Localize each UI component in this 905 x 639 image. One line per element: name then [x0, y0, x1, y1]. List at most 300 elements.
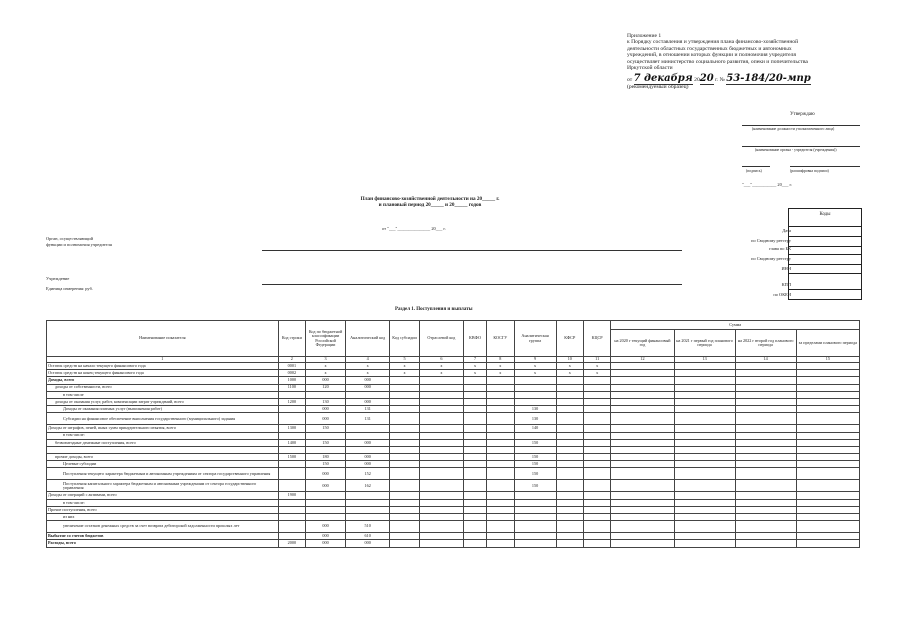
- signature-caption: (подпись): [746, 169, 762, 173]
- row-value-cell: [487, 439, 514, 446]
- row-value-cell: 000: [306, 468, 346, 480]
- row-value-cell: [390, 413, 419, 425]
- row-value-cell: [390, 533, 419, 540]
- row-value-cell: [583, 377, 610, 384]
- row-value-cell: [583, 499, 610, 506]
- row-value-cell: [487, 377, 514, 384]
- organ-fill-line: [262, 250, 682, 251]
- row-sum-cell: [796, 370, 859, 377]
- order-day: 7 декабря: [633, 72, 693, 84]
- row-sum-cell: [735, 492, 796, 499]
- row-value-cell: х: [346, 370, 390, 377]
- row-sum-cell: [611, 499, 674, 506]
- row-value-cell: [346, 514, 390, 521]
- row-sum-cell: [674, 514, 735, 521]
- row-value-cell: х: [419, 363, 463, 370]
- row-sum-cell: [735, 413, 796, 425]
- row-value-cell: 000: [346, 461, 390, 468]
- row-value-cell: [583, 398, 610, 405]
- row-value-cell: [278, 533, 305, 540]
- row-value-cell: [306, 514, 346, 521]
- row-value-cell: [390, 540, 419, 547]
- row-value-cell: [514, 377, 556, 384]
- row-sum-cell: [674, 461, 735, 468]
- row-value-cell: [583, 461, 610, 468]
- row-value-cell: [583, 413, 610, 425]
- header-kosgu: КОСГУ: [487, 321, 514, 357]
- row-value-cell: 2000: [278, 540, 305, 547]
- row-value-cell: [346, 425, 390, 432]
- row-value-cell: [463, 413, 486, 425]
- row-sum-cell: [735, 363, 796, 370]
- table-row: [47, 521, 860, 533]
- code-label: Дата: [782, 228, 791, 233]
- row-sum-cell: [735, 398, 796, 405]
- codes-title: Коды: [819, 212, 831, 217]
- table-row: [47, 454, 860, 461]
- row-value-cell: [487, 391, 514, 398]
- table-row: [47, 413, 860, 425]
- row-value-cell: [556, 406, 583, 413]
- row-value-cell: [278, 446, 305, 453]
- row-value-cell: [556, 480, 583, 492]
- row-sum-cell: [611, 406, 674, 413]
- decoding-line: [790, 166, 860, 167]
- header-kfsr: КФСР: [556, 321, 583, 357]
- column-number: 12: [611, 357, 674, 363]
- row-value-cell: [514, 533, 556, 540]
- row-name-cell: в том числе:: [47, 432, 279, 439]
- row-value-cell: [583, 439, 610, 446]
- row-value-cell: [556, 439, 583, 446]
- row-value-cell: [514, 492, 556, 499]
- table-row: [47, 506, 860, 513]
- row-value-cell: х: [487, 370, 514, 377]
- header-2021: на 2021 г первый год планового периода: [674, 330, 735, 357]
- row-sum-cell: [735, 533, 796, 540]
- row-name-cell: Остаток средств на начало текущего финансового года: [47, 363, 279, 370]
- row-sum-cell: [674, 521, 735, 533]
- row-name-cell: из них: [47, 514, 279, 521]
- row-name-cell: Субсидии на финансовое обеспечение выполнения государственного (муниципального) задания: [47, 413, 279, 425]
- row-value-cell: [583, 384, 610, 391]
- row-value-cell: [556, 461, 583, 468]
- row-value-cell: [278, 461, 305, 468]
- row-sum-cell: [674, 492, 735, 499]
- annex-line: Иркутской области: [627, 65, 673, 72]
- row-sum-cell: [735, 406, 796, 413]
- row-value-cell: [278, 506, 305, 513]
- row-value-cell: [278, 521, 305, 533]
- row-sum-cell: [611, 398, 674, 405]
- row-sum-cell: [674, 370, 735, 377]
- code-label: по ОКЕИ: [773, 292, 791, 297]
- row-value-cell: [419, 406, 463, 413]
- row-value-cell: [463, 425, 486, 432]
- row-value-cell: [390, 521, 419, 533]
- row-value-cell: [306, 432, 346, 439]
- row-value-cell: [390, 480, 419, 492]
- table-row: [47, 370, 860, 377]
- row-value-cell: [390, 454, 419, 461]
- row-value-cell: [556, 384, 583, 391]
- table-row: [47, 377, 860, 384]
- row-value-cell: [463, 492, 486, 499]
- row-value-cell: 000: [346, 454, 390, 461]
- row-sum-cell: [796, 533, 859, 540]
- row-sum-cell: [674, 439, 735, 446]
- row-value-cell: [419, 506, 463, 513]
- row-value-cell: [390, 425, 419, 432]
- plan-title-line2: и плановый период 20_____ и 20_____ годов: [378, 201, 482, 208]
- row-sum-cell: [611, 480, 674, 492]
- row-name-cell: прочие доходы, всего: [47, 454, 279, 461]
- row-value-cell: [514, 540, 556, 547]
- row-sum-cell: [674, 454, 735, 461]
- column-number: 8: [487, 357, 514, 363]
- row-name-cell: Поступления капитального характера бюджетным и автономным учреждениям от сектора государственного управления: [47, 480, 279, 492]
- annex-line: учреждений, в отношении которых функции и полномочия учредителя: [627, 52, 796, 59]
- row-value-cell: [463, 446, 486, 453]
- row-value-cell: х: [556, 363, 583, 370]
- column-number: 15: [796, 357, 859, 363]
- table-row: [47, 439, 860, 446]
- row-value-cell: [487, 446, 514, 453]
- row-value-cell: [514, 506, 556, 513]
- row-value-cell: 1900: [278, 492, 305, 499]
- row-value-cell: х: [463, 370, 486, 377]
- row-name-cell: Поступления текущего характера бюджетным и автономным учреждениям от сектора государственного управления: [47, 468, 279, 480]
- row-sum-cell: [796, 461, 859, 468]
- row-value-cell: [463, 439, 486, 446]
- row-value-cell: [306, 391, 346, 398]
- row-name-cell: [47, 446, 279, 453]
- row-value-cell: [583, 391, 610, 398]
- row-sum-cell: [674, 540, 735, 547]
- row-value-cell: [487, 533, 514, 540]
- row-sum-cell: [796, 492, 859, 499]
- row-value-cell: [487, 425, 514, 432]
- row-sum-cell: [674, 406, 735, 413]
- row-value-cell: 150: [306, 461, 346, 468]
- row-sum-cell: [611, 432, 674, 439]
- row-value-cell: [463, 398, 486, 405]
- column-number: 7: [463, 357, 486, 363]
- row-value-cell: 150: [306, 425, 346, 432]
- row-value-cell: [419, 499, 463, 506]
- order-number: 53-184/20-мпр: [726, 72, 811, 84]
- row-value-cell: 1400: [278, 439, 305, 446]
- row-value-cell: х: [583, 370, 610, 377]
- row-value-cell: [556, 398, 583, 405]
- row-sum-cell: [611, 468, 674, 480]
- row-value-cell: 000: [306, 406, 346, 413]
- row-value-cell: [556, 377, 583, 384]
- row-value-cell: х: [306, 370, 346, 377]
- row-sum-cell: [735, 439, 796, 446]
- row-value-cell: 150: [514, 439, 556, 446]
- table-row: [47, 432, 860, 439]
- row-sum-cell: [674, 468, 735, 480]
- row-name-cell: доходы от собственности, всего: [47, 384, 279, 391]
- code-label: ИНН: [781, 266, 791, 271]
- row-name-cell: Расходы, всего: [47, 540, 279, 547]
- row-name-cell: Остаток средств на конец текущего финансового года: [47, 370, 279, 377]
- annex-line: деятельности областных государственных бюджетных и автономных: [627, 45, 792, 52]
- row-value-cell: [487, 492, 514, 499]
- row-value-cell: 000: [346, 439, 390, 446]
- row-value-cell: [556, 521, 583, 533]
- row-value-cell: [278, 406, 305, 413]
- row-value-cell: [419, 439, 463, 446]
- row-value-cell: 152: [346, 468, 390, 480]
- row-value-cell: [463, 499, 486, 506]
- order-prefix: от: [627, 76, 633, 83]
- table-body: [47, 363, 860, 548]
- row-value-cell: [556, 425, 583, 432]
- table-row: [47, 391, 860, 398]
- plan-title-line1: План финансово-хозяйственной деятельности на 20_____ г.: [360, 196, 500, 202]
- row-value-cell: [514, 432, 556, 439]
- column-number: 6: [419, 357, 463, 363]
- row-value-cell: 510: [346, 521, 390, 533]
- row-value-cell: [463, 521, 486, 533]
- row-value-cell: 0002: [278, 370, 305, 377]
- row-value-cell: [390, 432, 419, 439]
- row-sum-cell: [796, 480, 859, 492]
- row-sum-cell: [796, 406, 859, 413]
- row-sum-cell: [611, 370, 674, 377]
- row-value-cell: 150: [514, 461, 556, 468]
- row-sum-cell: [796, 391, 859, 398]
- row-value-cell: [556, 492, 583, 499]
- row-sum-cell: [796, 439, 859, 446]
- row-value-cell: [419, 492, 463, 499]
- row-sum-cell: [735, 391, 796, 398]
- row-name-cell: увеличение остатков денежных средств за счет возврата дебиторской задолженности прошлых лет: [47, 521, 279, 533]
- row-sum-cell: [735, 425, 796, 432]
- annex-line: к Порядку составления и утверждения плана финансово-хозяйственной: [627, 39, 799, 46]
- row-value-cell: [390, 468, 419, 480]
- row-value-cell: [487, 540, 514, 547]
- row-value-cell: [419, 454, 463, 461]
- row-value-cell: [583, 521, 610, 533]
- header-analytic-code: Аналитический код: [346, 321, 390, 357]
- row-name-cell: доходы от оказания услуг, работ, компенсации затрат учреждений, всего: [47, 398, 279, 405]
- row-value-cell: х: [514, 363, 556, 370]
- header-subsidy-code: Код субсидии: [390, 321, 419, 357]
- table-row: [47, 398, 860, 405]
- row-name-cell: Целевые субсидии: [47, 461, 279, 468]
- institution-fill-line: [262, 284, 682, 285]
- row-value-cell: 131: [346, 406, 390, 413]
- row-sum-cell: [796, 384, 859, 391]
- row-value-cell: [556, 432, 583, 439]
- annex-line: Приложение 1: [627, 33, 662, 39]
- row-value-cell: [487, 398, 514, 405]
- row-value-cell: [583, 454, 610, 461]
- row-value-cell: [390, 439, 419, 446]
- plan-date: от "___"_______________ 20___ г.: [382, 226, 446, 231]
- approval-date: "___"___________ 20___ г.: [742, 182, 792, 187]
- row-value-cell: [278, 480, 305, 492]
- row-sum-cell: [796, 363, 859, 370]
- row-name-cell: в том числе: [47, 391, 279, 398]
- row-value-cell: [306, 506, 346, 513]
- row-value-cell: [419, 391, 463, 398]
- row-sum-cell: [735, 506, 796, 513]
- row-value-cell: [583, 425, 610, 432]
- row-value-cell: [346, 492, 390, 499]
- row-sum-cell: [674, 363, 735, 370]
- order-year-prefix: 20: [694, 76, 700, 83]
- code-label: по Сводному реестру: [751, 238, 791, 243]
- table-row: [47, 540, 860, 547]
- row-value-cell: [278, 514, 305, 521]
- codes-box: [788, 208, 862, 300]
- row-value-cell: [390, 446, 419, 453]
- row-value-cell: 000: [346, 377, 390, 384]
- row-value-cell: [514, 499, 556, 506]
- row-value-cell: [463, 480, 486, 492]
- row-value-cell: [463, 514, 486, 521]
- row-sum-cell: [611, 425, 674, 432]
- row-value-cell: 150: [514, 468, 556, 480]
- row-sum-cell: [796, 506, 859, 513]
- row-value-cell: 1300: [278, 425, 305, 432]
- row-value-cell: [583, 468, 610, 480]
- row-sum-cell: [796, 514, 859, 521]
- row-value-cell: [306, 446, 346, 453]
- header-line-code: Код строки: [278, 321, 305, 357]
- row-value-cell: [487, 384, 514, 391]
- row-value-cell: [278, 432, 305, 439]
- row-sum-cell: [674, 506, 735, 513]
- organ-label: Орган, осуществляющий: [46, 236, 93, 241]
- header-industry-code: Отраслевой код: [419, 321, 463, 357]
- table-row: [47, 461, 860, 468]
- row-value-cell: 1200: [278, 398, 305, 405]
- row-value-cell: [514, 446, 556, 453]
- row-sum-cell: [611, 377, 674, 384]
- organ-label-2: функции и полномочия учредителя: [46, 242, 112, 247]
- row-value-cell: [390, 514, 419, 521]
- row-value-cell: х: [306, 363, 346, 370]
- row-value-cell: 131: [346, 413, 390, 425]
- row-value-cell: х: [463, 363, 486, 370]
- row-value-cell: [419, 533, 463, 540]
- row-sum-cell: [735, 480, 796, 492]
- row-value-cell: [487, 432, 514, 439]
- row-value-cell: [583, 540, 610, 547]
- row-value-cell: [463, 406, 486, 413]
- row-value-cell: х: [556, 370, 583, 377]
- row-value-cell: [556, 506, 583, 513]
- row-value-cell: [583, 432, 610, 439]
- row-value-cell: х: [514, 370, 556, 377]
- row-value-cell: [463, 384, 486, 391]
- row-sum-cell: [674, 377, 735, 384]
- row-name-cell: Доходы от оказания платных услуг (выполнения работ): [47, 406, 279, 413]
- row-sum-cell: [735, 514, 796, 521]
- row-sum-cell: [796, 540, 859, 547]
- row-value-cell: [390, 499, 419, 506]
- row-value-cell: [487, 413, 514, 425]
- row-value-cell: [583, 480, 610, 492]
- row-value-cell: 130: [514, 413, 556, 425]
- row-sum-cell: [796, 499, 859, 506]
- row-value-cell: [463, 468, 486, 480]
- row-value-cell: [419, 468, 463, 480]
- row-value-cell: 000: [306, 533, 346, 540]
- row-sum-cell: [611, 461, 674, 468]
- row-value-cell: 150: [306, 439, 346, 446]
- row-sum-cell: [735, 499, 796, 506]
- row-value-cell: [390, 492, 419, 499]
- row-value-cell: 130: [306, 398, 346, 405]
- row-value-cell: [306, 492, 346, 499]
- table-row: [47, 492, 860, 499]
- row-value-cell: [487, 480, 514, 492]
- table-row: [47, 425, 860, 432]
- row-value-cell: [419, 480, 463, 492]
- row-value-cell: [463, 533, 486, 540]
- row-value-cell: [390, 384, 419, 391]
- row-sum-cell: [674, 499, 735, 506]
- header-beyond: за пределами планового периода: [796, 330, 859, 357]
- header-2020: на 2020 г текущий финансовый год: [611, 330, 674, 357]
- position-caption: (наименование должности уполномоченного лица): [752, 127, 835, 131]
- order-year: 20: [699, 72, 714, 84]
- row-value-cell: [556, 514, 583, 521]
- row-value-cell: [346, 499, 390, 506]
- row-value-cell: 180: [306, 454, 346, 461]
- row-value-cell: [463, 454, 486, 461]
- row-sum-cell: [796, 413, 859, 425]
- row-value-cell: 610: [346, 533, 390, 540]
- row-value-cell: [419, 514, 463, 521]
- row-value-cell: [514, 398, 556, 405]
- row-value-cell: [556, 540, 583, 547]
- row-value-cell: [583, 492, 610, 499]
- row-value-cell: [419, 425, 463, 432]
- row-sum-cell: [735, 468, 796, 480]
- row-value-cell: 000: [346, 398, 390, 405]
- row-value-cell: [390, 391, 419, 398]
- row-sum-cell: [674, 446, 735, 453]
- row-value-cell: [556, 533, 583, 540]
- row-sum-cell: [735, 384, 796, 391]
- row-value-cell: [419, 398, 463, 405]
- row-value-cell: [556, 391, 583, 398]
- row-value-cell: [556, 454, 583, 461]
- row-value-cell: [487, 468, 514, 480]
- column-number: 9: [514, 357, 556, 363]
- approval-title: Утверждаю: [790, 112, 815, 117]
- row-value-cell: [419, 413, 463, 425]
- codes-row: [789, 236, 861, 237]
- row-sum-cell: [796, 468, 859, 480]
- header-analytic-group: Аналитическая группа: [514, 321, 556, 357]
- table-row: [47, 514, 860, 521]
- row-value-cell: [419, 521, 463, 533]
- signature-line: [742, 166, 770, 167]
- row-value-cell: 000: [346, 384, 390, 391]
- row-name-cell: Доходы от штрафов, пеней, иных сумм принудительного изъятия, всего: [47, 425, 279, 432]
- codes-row: [789, 273, 861, 274]
- row-value-cell: [278, 499, 305, 506]
- row-value-cell: [514, 521, 556, 533]
